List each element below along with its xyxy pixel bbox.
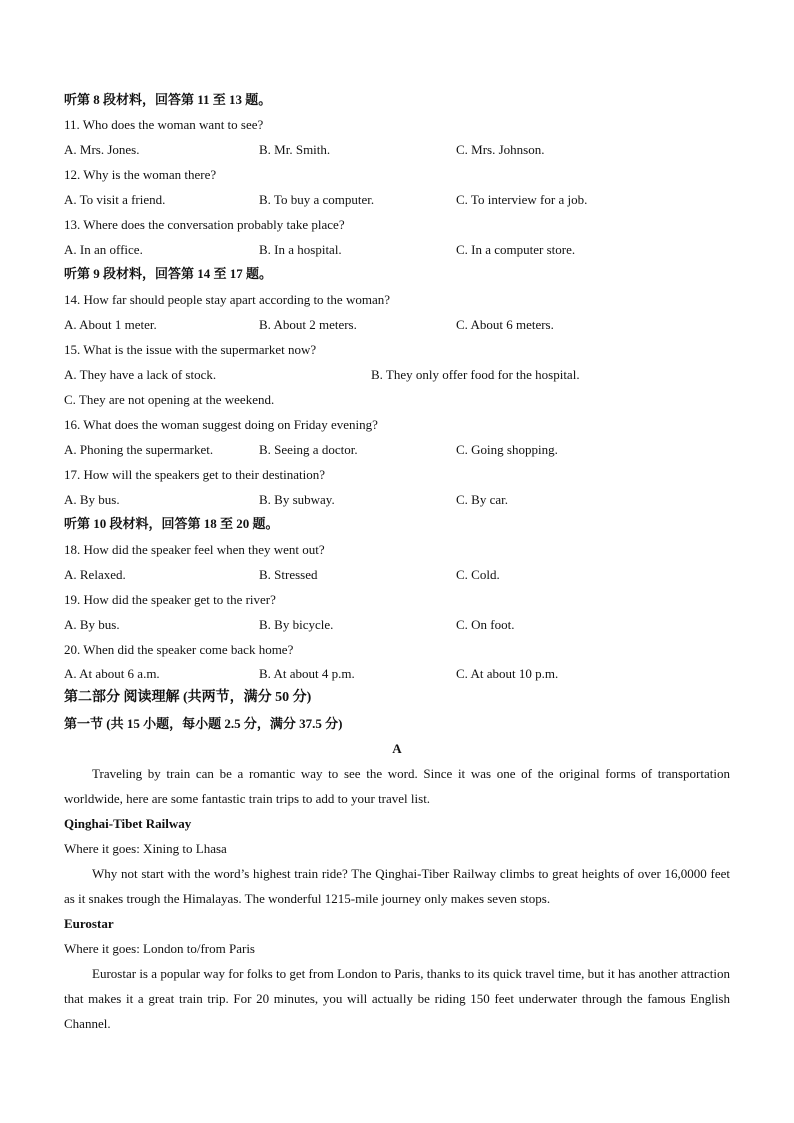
section-8-title: 听第 8 段材料，回答第 11 至 13 题。 [64,92,272,107]
option-12b: B. To buy a computer. [259,192,375,207]
question-19: 19. How did the speaker get to the river? [64,592,276,607]
option-12c: C. To interview for a job. [456,192,588,207]
question-15: 15. What is the issue with the supermarket now? [64,342,317,357]
question-11: 11. Who does the woman want to see? [64,117,264,132]
question-14: 14. How far should people stay apart according to the woman? [64,292,390,307]
option-11a: A. Mrs. Jones. [64,142,140,157]
option-13c: C. In a computer store. [456,242,576,257]
trip-where-qinghai-tibet: Where it goes: Xining to Lhasa [64,841,227,856]
option-19a: A. By bus. [64,617,120,632]
question-13: 13. Where does the conversation probably take place? [64,217,345,232]
section-10-title: 听第 10 段材料，回答第 18 至 20 题。 [64,516,279,531]
option-19b: B. By bicycle. [259,617,334,632]
question-16: 16. What does the woman suggest doing on Friday evening? [64,417,378,432]
option-13a: A. In an office. [64,242,143,257]
option-12a: A. To visit a friend. [64,192,166,207]
option-20b: B. At about 4 p.m. [259,666,355,681]
option-15c: C. They are not opening at the weekend. [64,392,275,407]
option-20a: A. At about 6 a.m. [64,666,160,681]
option-15a: A. They have a lack of stock. [64,367,217,382]
option-14a: A. About 1 meter. [64,317,157,332]
passage-intro: Traveling by train can be a romantic way to see the word. Since it was one of the original forms of transportation worldwide, here are some fantastic train trips to add to your travel list. [64,766,730,806]
option-18c: C. Cold. [456,567,500,582]
option-16b: B. Seeing a doctor. [259,442,358,457]
option-18b: B. Stressed [259,567,318,582]
option-18a: A. Relaxed. [64,567,126,582]
option-20c: C. At about 10 p.m. [456,666,559,681]
part-2-subtitle: 第一节 (共 15 小题，每小题 2.5 分，满分 37.5 分) [64,716,343,731]
trip-desc-qinghai-tibet: Why not start with the word’s highest train ride? The Qinghai-Tiber Railway climbs to great heights of over 16,0000 feet as it snakes trough the Himalayas. The wonderful 1215-mile journey only makes seven stops. [64,866,730,906]
part-2-title: 第二部分 阅读理解 (共两节，满分 50 分) [64,690,312,705]
question-12: 12. Why is the woman there? [64,167,217,182]
option-16a: A. Phoning the supermarket. [64,442,214,457]
option-13b: B. In a hospital. [259,242,342,257]
option-14c: C. About 6 meters. [456,317,554,332]
trip-name-qinghai-tibet: Qinghai-Tibet Railway [64,816,192,831]
option-11c: C. Mrs. Johnson. [456,142,545,157]
option-16c: C. Going shopping. [456,442,558,457]
trip-desc-eurostar: Eurostar is a popular way for folks to get from London to Paris, thanks to its quick travel time, but it has another attraction that makes it a great train trip. For 20 minutes, you will actually be riding 150 feet underwater through the famous English Channel. [64,966,730,1031]
section-9-title: 听第 9 段材料，回答第 14 至 17 题。 [64,266,273,281]
option-17c: C. By car. [456,492,508,507]
option-15b: B. They only offer food for the hospital. [371,367,580,382]
question-18: 18. How did the speaker feel when they went out? [64,542,325,557]
question-17: 17. How will the speakers get to their destination? [64,467,326,482]
option-17b: B. By subway. [259,492,335,507]
option-19c: C. On foot. [456,617,515,632]
passage-letter: A [392,741,402,756]
option-17a: A. By bus. [64,492,120,507]
question-20: 20. When did the speaker come back home? [64,642,294,657]
trip-where-eurostar: Where it goes: London to/from Paris [64,941,255,956]
option-11b: B. Mr. Smith. [259,142,331,157]
option-14b: B. About 2 meters. [259,317,357,332]
trip-name-eurostar: Eurostar [64,916,114,931]
